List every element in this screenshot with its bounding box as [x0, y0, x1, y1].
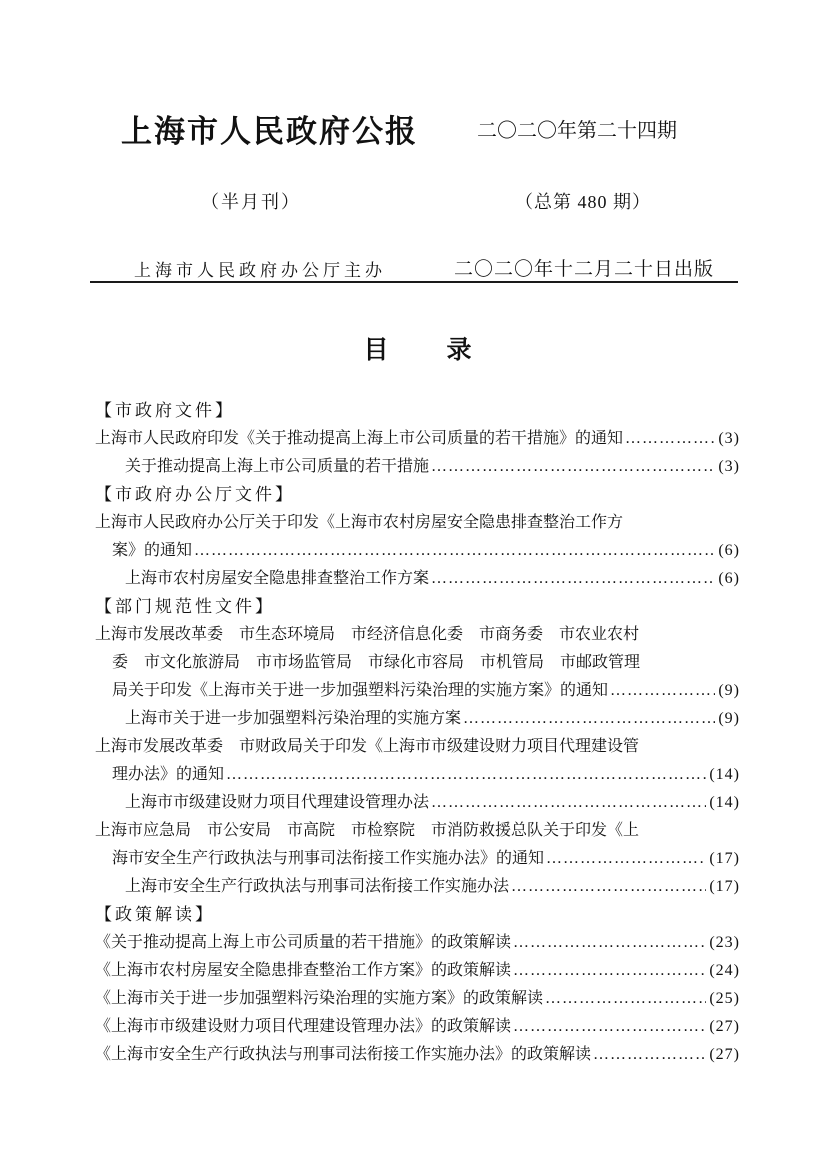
organizer-label: 上海市人民政府办公厅主办: [134, 261, 386, 280]
toc-entry-line: [95, 537, 740, 565]
dot-leader: [513, 1013, 706, 1041]
frequency-label: （半月刊）: [201, 192, 301, 212]
toc-entry-line: [95, 705, 740, 733]
dot-leader: [226, 761, 706, 789]
toc-entry-line: [95, 985, 740, 1013]
toc-entry-text: 上海市市级建设财力项目代理建设管理办法: [125, 794, 430, 811]
toc-entry-text: 《上海市关于进一步加强塑料污染治理的实施方案》的政策解读: [95, 990, 544, 1007]
toc-entry-line: [95, 817, 740, 845]
toc-entry-page: (9): [718, 682, 740, 699]
toc-list: [95, 397, 740, 1069]
dot-leader: [546, 845, 706, 873]
toc-entry-text: 委 市文化旅游局 市市场监管局 市绿化市容局 市机管局 市邮政管理: [112, 654, 641, 671]
toc-entry-page: (17): [709, 850, 740, 867]
toc-entry-text: 《上海市市级建设财力项目代理建设管理办法》的政策解读: [95, 1018, 512, 1035]
toc-entry-line: [95, 649, 740, 677]
toc-entry-page: (25): [709, 990, 740, 1007]
toc-entry-text: 案》的通知: [112, 542, 193, 559]
issue-label: 二〇二〇年第二十四期: [477, 120, 677, 142]
toc-entry-text: 理办法》的通知: [112, 766, 225, 783]
toc-entry-page: (3): [718, 430, 740, 447]
toc-entry-text: 上海市发展改革委 市财政局关于印发《上海市市级建设财力项目代理建设管: [95, 738, 640, 755]
toc-entry-text: 上海市发展改革委 市生态环境局 市经济信息化委 市商务委 市农业农村: [95, 626, 640, 643]
toc-entry-page: (14): [709, 766, 740, 783]
toc-entry-line: [95, 733, 740, 761]
toc-entry-page: (27): [709, 1046, 740, 1063]
toc-entry-page: (14): [709, 794, 740, 811]
toc-section-heading: 【部门规范性文件】: [95, 597, 275, 616]
toc-entry-line: [95, 453, 740, 481]
toc-entry-page: (3): [718, 458, 740, 475]
toc-entry-page: (17): [709, 878, 740, 895]
total-issue-label: （总第 480 期）: [515, 192, 651, 212]
toc-entry-text: 海市安全生产行政执法与刑事司法衔接工作实施办法》的通知: [112, 850, 545, 867]
toc-title-char-right: 录: [446, 337, 472, 364]
toc-entry-page: (6): [718, 570, 740, 587]
toc-entry-line: [95, 789, 740, 817]
toc-entry-page: (6): [718, 542, 740, 559]
toc-section-heading: 【市政府办公厅文件】: [95, 485, 295, 504]
toc-entry-text: 上海市安全生产行政执法与刑事司法衔接工作实施办法: [125, 878, 510, 895]
dot-leader: [513, 929, 706, 957]
toc-entry-line: [95, 1013, 740, 1041]
toc-entry-line: [95, 929, 740, 957]
dot-leader: [194, 537, 715, 565]
gazette-title: 上海市人民政府公报: [121, 114, 418, 149]
toc-entry-line: [95, 509, 740, 537]
toc-entry-line: [95, 621, 740, 649]
publish-date-label: 二〇二〇年十二月二十日出版: [454, 259, 715, 280]
toc-entry-text: 《关于推动提高上海上市公司质量的若干措施》的政策解读: [95, 934, 512, 951]
toc-section-heading: 【政策解读】: [95, 905, 215, 924]
dot-leader: [431, 453, 715, 481]
toc-section-heading: 【市政府文件】: [95, 401, 235, 420]
toc-entry-line: [95, 1041, 740, 1069]
dot-leader: [513, 957, 706, 985]
toc-entry-text: 关于推动提高上海上市公司质量的若干措施: [125, 458, 430, 475]
toc-entry-page: (27): [709, 1018, 740, 1035]
toc-entry-page: (24): [709, 962, 740, 979]
toc-entry-text: 上海市应急局 市公安局 市高院 市检察院 市消防救援总队关于印发《上: [95, 822, 640, 839]
toc-entry-text: 《上海市农村房屋安全隐患排查整治工作方案》的政策解读: [95, 962, 512, 979]
toc-entry-text: 上海市人民政府办公厅关于印发《上海市农村房屋安全隐患排查整治工作方: [95, 514, 624, 531]
dot-leader: [545, 985, 706, 1013]
dot-leader: [431, 789, 706, 817]
toc-entry-line: [95, 761, 740, 789]
dot-leader: [511, 873, 706, 901]
dot-leader: [625, 425, 715, 453]
toc-entry-text: 上海市人民政府印发《关于推动提高上海上市公司质量的若干措施》的通知: [95, 430, 624, 447]
masthead-divider: [90, 281, 738, 283]
toc-entry-line: [95, 677, 740, 705]
toc-entry-line: [95, 565, 740, 593]
toc-entry-line: [95, 957, 740, 985]
toc-entry-text: 上海市关于进一步加强塑料污染治理的实施方案: [125, 710, 462, 727]
toc-entry-text: 《上海市安全生产行政执法与刑事司法衔接工作实施办法》的政策解读: [95, 1046, 592, 1063]
toc-entry-line: [95, 873, 740, 901]
toc-entry-page: (9): [718, 710, 740, 727]
dot-leader: [593, 1041, 706, 1069]
dot-leader: [431, 565, 715, 593]
dot-leader: [610, 677, 715, 705]
toc-title: [95, 330, 740, 366]
toc-entry-line: [95, 425, 740, 453]
toc-title-char-left: 目: [363, 337, 389, 364]
toc-entry-text: 上海市农村房屋安全隐患排查整治工作方案: [125, 570, 430, 587]
toc-entry-line: [95, 845, 740, 873]
toc-entry-page: (23): [709, 934, 740, 951]
dot-leader: [463, 705, 715, 733]
toc-entry-text: 局关于印发《上海市关于进一步加强塑料污染治理的实施方案》的通知: [112, 682, 609, 699]
